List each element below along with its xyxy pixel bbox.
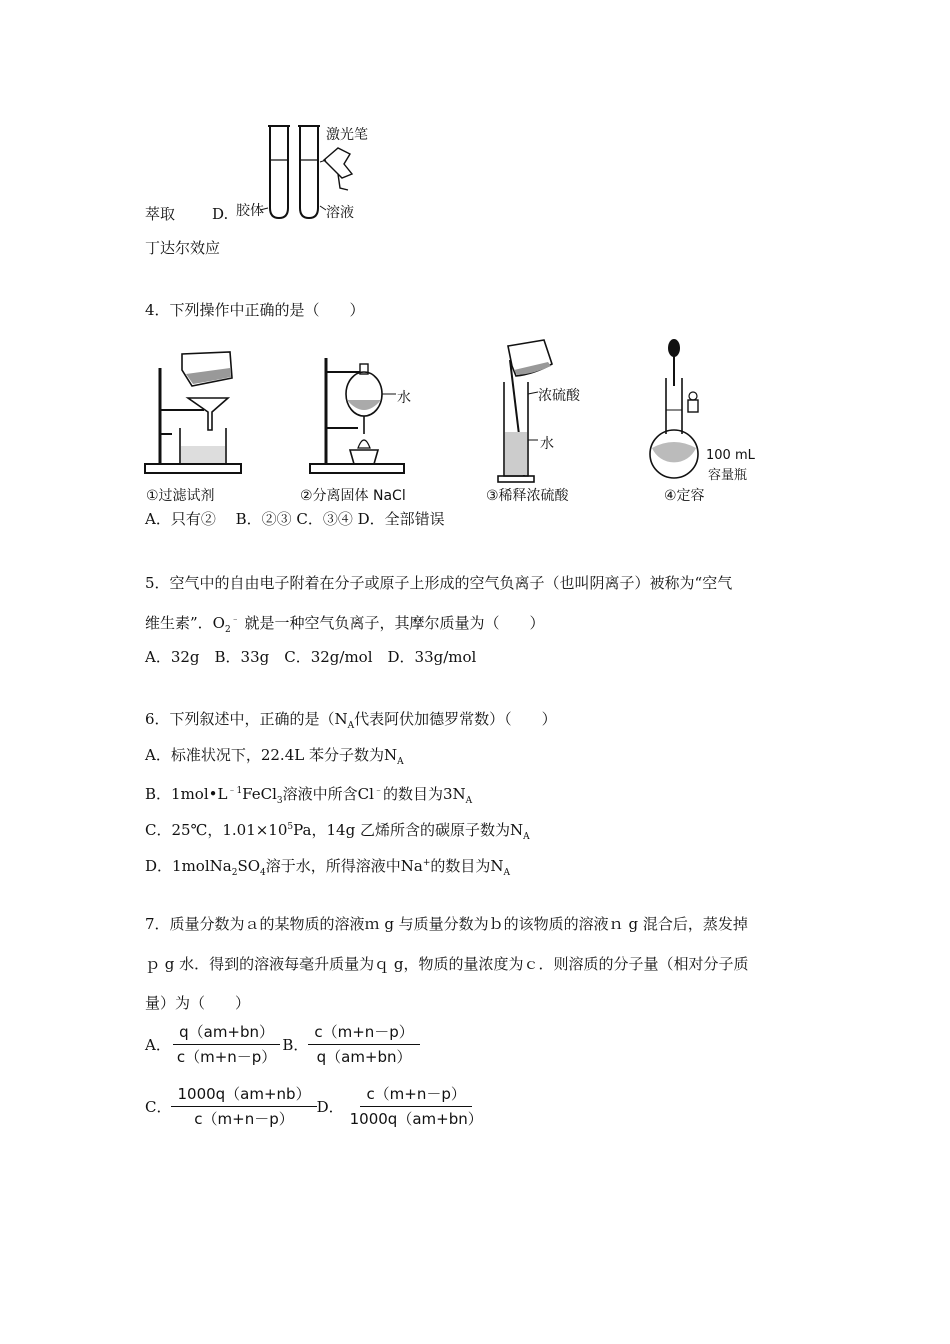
q6-option-c bbox=[145, 817, 530, 847]
q7-options-row2 bbox=[145, 1084, 489, 1129]
q7-c-fraction bbox=[171, 1084, 316, 1129]
q7-d-numerator: c（m+n－p） bbox=[360, 1084, 471, 1107]
q7-d-fraction bbox=[344, 1084, 489, 1129]
option-d-letter: D. bbox=[212, 205, 229, 223]
q6-option-d-d: 的数目为N bbox=[430, 857, 504, 875]
q7-d-denominator: 1000q（am+bn） bbox=[349, 1110, 483, 1128]
q6-option-b-sub2: A bbox=[465, 796, 473, 806]
q7-options-row1 bbox=[145, 1022, 420, 1067]
q7-a-denominator: c（m+n－p） bbox=[176, 1048, 277, 1066]
fig3-caption: ③稀释浓硫酸 bbox=[486, 488, 569, 504]
filtration-figure bbox=[142, 350, 252, 480]
q6-option-b-a: B．1mol•L bbox=[145, 785, 228, 803]
fig3-water-label: 水 bbox=[540, 436, 554, 452]
fig4-flask-name-label: 容量瓶 bbox=[708, 468, 748, 483]
q5-options: A．32g B．33g C．32g/mol D．33g/mol bbox=[145, 648, 477, 666]
q5-line2-a: 维生素”．O bbox=[145, 614, 225, 632]
q5-line2-sup: ﹣ bbox=[230, 615, 240, 625]
q7-c-numerator: 1000q（am+nb） bbox=[171, 1084, 316, 1107]
fig4-volume-label: 100 mL bbox=[706, 448, 755, 463]
fig2-caption: ②分离固体 NaCl bbox=[300, 488, 406, 504]
q6-stem-a: 6．下列叙述中，正确的是（N bbox=[145, 710, 348, 728]
q6-option-a-text: A．标准状况下，22.4L 苯分子数为N bbox=[145, 746, 398, 764]
q6-option-a bbox=[145, 745, 404, 772]
q6-option-b-sub1: 3 bbox=[276, 796, 283, 806]
q6-option-b-b: FeCl bbox=[242, 785, 277, 803]
q7-a-label: A． bbox=[145, 1035, 171, 1054]
q7-b-label: B． bbox=[282, 1035, 309, 1054]
q7-line3: 量）为（ ） bbox=[145, 994, 251, 1012]
q6-option-c-a: C．25℃，1.01×10 bbox=[145, 821, 288, 839]
q7-a-numerator: q（am+bn） bbox=[173, 1022, 280, 1045]
q7-a-fraction bbox=[171, 1022, 282, 1067]
q7-b-fraction bbox=[308, 1022, 419, 1067]
q6-stem bbox=[145, 709, 557, 736]
q6-option-a-sub: A bbox=[397, 757, 404, 767]
option-c-text: 萃取 bbox=[145, 205, 176, 223]
q6-option-d-b: SO bbox=[237, 857, 261, 875]
q6-option-b-sup2: ﹣ bbox=[373, 786, 383, 796]
q6-option-b-c: 溶液中所含Cl bbox=[282, 785, 374, 803]
q6-option-b-sup1: ﹣1 bbox=[227, 786, 243, 796]
laser-pointer-label: 激光笔 bbox=[326, 127, 368, 143]
q7-b-denominator: q（am+bn） bbox=[316, 1048, 412, 1066]
q7-b-numerator: c（m+n－p） bbox=[308, 1022, 419, 1045]
q7-line1: 7．质量分数为ａ的某物质的溶液ｍ g 与质量分数为ｂ的该物质的溶液ｎ g 混合后，蒸发掉 bbox=[145, 915, 748, 933]
q4-stem: 4．下列操作中正确的是（ ） bbox=[145, 301, 365, 319]
q6-option-d-a: D．1molNa bbox=[145, 857, 232, 875]
q6-option-d-sub1: 2 bbox=[231, 868, 238, 878]
q6-option-b-d: 的数目为3N bbox=[382, 785, 466, 803]
fig4-caption: ④定容 bbox=[664, 488, 705, 504]
q6-stem-sub: A bbox=[347, 721, 355, 731]
q7-line2: ｐ g 水．得到的溶液每毫升质量为ｑ g，物质的量浓度为ｃ．则溶质的分子量（相对分子质 bbox=[145, 955, 749, 973]
fig3-acid-label: 浓硫酸 bbox=[538, 388, 580, 404]
q6-option-d-sup: + bbox=[422, 858, 431, 868]
solution-label: 溶液 bbox=[326, 205, 354, 221]
q7-c-label: C． bbox=[145, 1097, 172, 1116]
q7-d-label: D． bbox=[316, 1097, 344, 1116]
q6-option-c-sup: 5 bbox=[287, 822, 294, 832]
q7-c-denominator: c（m+n－p） bbox=[194, 1110, 294, 1128]
q5-line1: 5．空气中的自由电子附着在分子或原子上形成的空气负离子（也叫阴离子）被称为“空气 bbox=[145, 574, 733, 592]
q3-tail bbox=[0, 0, 950, 270]
q6-stem-b: 代表阿伏加德罗常数）（ ） bbox=[354, 710, 557, 728]
q6-option-d-sub2: 4 bbox=[260, 868, 266, 878]
separation-figure bbox=[300, 350, 410, 480]
q6-option-d-sub3: A bbox=[503, 868, 511, 878]
q5-line2-sub: 2 bbox=[224, 625, 231, 635]
q6-option-d bbox=[145, 853, 510, 883]
q6-option-d-c: 溶于水，所得溶液中Na bbox=[265, 857, 423, 875]
colloid-label: 胶体 bbox=[236, 203, 264, 219]
dilution-figure bbox=[490, 336, 570, 486]
q5-line2-b: 就是一种空气负离子，其摩尔质量为（ ） bbox=[239, 614, 545, 632]
q6-option-b bbox=[145, 781, 472, 811]
q6-option-c-b: Pa，14g 乙烯所含的碳原子数为N bbox=[293, 821, 524, 839]
option-d-text: 丁达尔效应 bbox=[145, 239, 221, 257]
fig2-water-label: 水 bbox=[397, 390, 411, 406]
q6-option-c-sub: A bbox=[523, 832, 530, 842]
q4-options: A．只有② B．②③ C．③④ D．全部错误 bbox=[145, 510, 445, 528]
fig1-caption: ①过滤试剂 bbox=[146, 488, 215, 504]
q5-line2 bbox=[145, 610, 545, 640]
